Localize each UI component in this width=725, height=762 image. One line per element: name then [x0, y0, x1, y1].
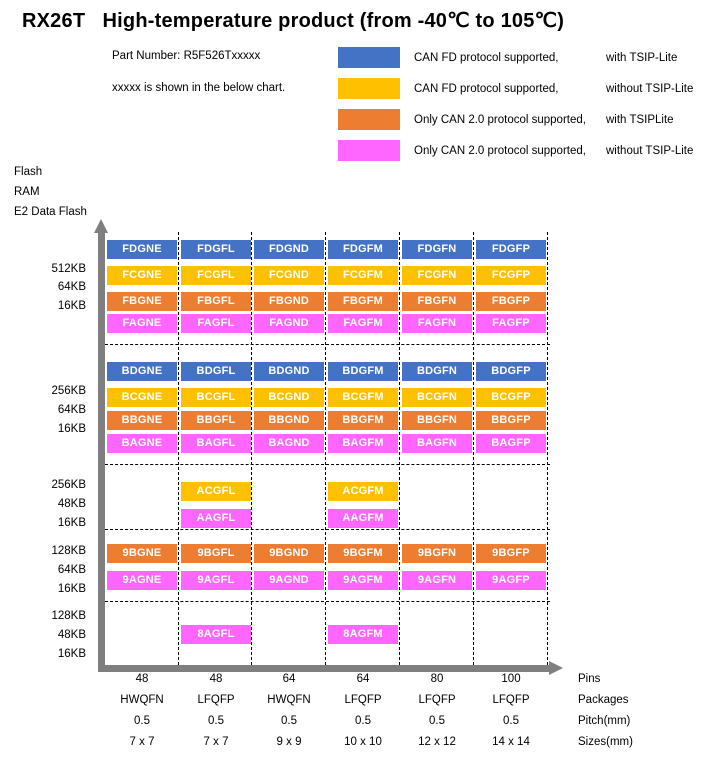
column-size-label: 9 x 9: [276, 736, 302, 748]
part-chip[interactable]: FDGNE: [107, 240, 177, 259]
part-chip[interactable]: FDGFP: [476, 240, 546, 259]
part-chip[interactable]: FBGFN: [402, 292, 472, 311]
column-size-label: 10 x 10: [344, 736, 382, 748]
part-chip[interactable]: BCGNE: [107, 388, 177, 407]
column-separator: [399, 232, 400, 665]
part-chip[interactable]: FBGFL: [181, 292, 251, 311]
memory-label: 48KB: [57, 629, 86, 641]
memory-label: 128KB: [51, 545, 86, 557]
part-chip[interactable]: ACGFL: [181, 482, 251, 501]
column-pitch-label: 0.5: [281, 715, 297, 727]
part-chip[interactable]: 9AGNE: [107, 571, 177, 590]
part-chip[interactable]: FDGFL: [181, 240, 251, 259]
part-chip[interactable]: BBGFN: [402, 411, 472, 430]
part-chip[interactable]: FBGFP: [476, 292, 546, 311]
column-separator: [473, 232, 474, 665]
column-package-label: LFQFP: [344, 694, 382, 706]
memory-label: 16KB: [57, 517, 86, 529]
part-chip[interactable]: BAGFL: [181, 434, 251, 453]
column-separator: [547, 232, 548, 665]
part-chip[interactable]: FAGNE: [107, 314, 177, 333]
part-chip[interactable]: FDGFM: [328, 240, 398, 259]
part-chip[interactable]: BAGNE: [107, 434, 177, 453]
part-chip[interactable]: BDGFM: [328, 362, 398, 381]
memory-label: 16KB: [57, 648, 86, 660]
part-chip[interactable]: BCGND: [254, 388, 324, 407]
row-name-sizes: Sizes(mm): [578, 736, 633, 748]
group-separator: [105, 601, 550, 602]
part-chip[interactable]: BBGFM: [328, 411, 398, 430]
column-pins-label: 48: [209, 673, 223, 685]
part-chip[interactable]: FCGNE: [107, 266, 177, 285]
part-chip[interactable]: 8AGFM: [328, 625, 398, 644]
memory-label: 64KB: [57, 404, 86, 416]
legend-item: [338, 137, 718, 164]
axis-label-flash: Flash: [14, 166, 43, 178]
legend-item: [338, 44, 718, 71]
legend-item: [338, 106, 718, 133]
row-name-pitch: Pitch(mm): [578, 715, 631, 727]
memory-label: 256KB: [51, 479, 86, 491]
part-chip[interactable]: FDGFN: [402, 240, 472, 259]
part-chip[interactable]: BCGFN: [402, 388, 472, 407]
part-chip[interactable]: FAGFM: [328, 314, 398, 333]
part-chip[interactable]: 9BGFP: [476, 544, 546, 563]
part-chip[interactable]: 9AGFL: [181, 571, 251, 590]
x-axis: [98, 665, 550, 672]
column-package-label: LFQFP: [492, 694, 530, 706]
part-chip[interactable]: FCGFL: [181, 266, 251, 285]
row-name-packages: Packages: [578, 694, 629, 706]
part-chip[interactable]: 9BGNE: [107, 544, 177, 563]
column-package-label: HWQFN: [120, 694, 164, 706]
part-chip[interactable]: AAGFM: [328, 509, 398, 528]
part-chip[interactable]: 8AGFL: [181, 625, 251, 644]
part-chip[interactable]: FBGNE: [107, 292, 177, 311]
part-chip[interactable]: 9BGND: [254, 544, 324, 563]
part-chip[interactable]: AAGFL: [181, 509, 251, 528]
part-chip[interactable]: FCGFM: [328, 266, 398, 285]
memory-label: 48KB: [57, 498, 86, 510]
part-number-note: Part Number: R5F526Txxxxx: [112, 50, 261, 62]
column-pitch-label: 0.5: [134, 715, 150, 727]
axis-label-e2dataflash: E2 Data Flash: [14, 206, 87, 218]
part-chip[interactable]: FAGND: [254, 314, 324, 333]
legend-label-protocol: CAN FD protocol supported,: [414, 51, 559, 64]
x-axis-arrow: [549, 661, 563, 675]
column-pitch-label: 0.5: [355, 715, 371, 727]
memory-label: 16KB: [57, 300, 86, 312]
part-chip[interactable]: BBGND: [254, 411, 324, 430]
legend-label-tsip: with TSIP-Lite: [606, 51, 678, 64]
part-chip[interactable]: 9AGFN: [402, 571, 472, 590]
legend-label-protocol: Only CAN 2.0 protocol supported,: [414, 144, 586, 157]
row-name-pins: Pins: [578, 673, 601, 685]
part-chip[interactable]: FAGFL: [181, 314, 251, 333]
part-chip[interactable]: ACGFM: [328, 482, 398, 501]
chart-note: xxxxx is shown in the below chart.: [112, 82, 286, 94]
column-pitch-label: 0.5: [503, 715, 519, 727]
part-chip[interactable]: BDGFN: [402, 362, 472, 381]
part-chip[interactable]: 9BGFM: [328, 544, 398, 563]
part-chip[interactable]: FCGND: [254, 266, 324, 285]
part-chip[interactable]: 9BGFN: [402, 544, 472, 563]
group-separator: [105, 529, 550, 530]
column-pitch-label: 0.5: [429, 715, 445, 727]
part-chip[interactable]: BDGFL: [181, 362, 251, 381]
axis-label-ram: RAM: [14, 186, 40, 198]
part-chip[interactable]: BAGND: [254, 434, 324, 453]
column-size-label: 12 x 12: [418, 736, 456, 748]
group-separator: [105, 344, 550, 345]
part-chip[interactable]: FCGFP: [476, 266, 546, 285]
column-package-label: HWQFN: [267, 694, 311, 706]
legend-label-tsip: with TSIPLite: [606, 113, 674, 126]
legend-item: [338, 75, 718, 102]
part-chip[interactable]: FAGFP: [476, 314, 546, 333]
memory-label: 256KB: [51, 385, 86, 397]
part-chip[interactable]: BBGNE: [107, 411, 177, 430]
page-title-text: High-temperature product (from -40℃ to 105℃): [102, 10, 565, 32]
legend: [338, 44, 718, 168]
part-chip[interactable]: BCGFP: [476, 388, 546, 407]
column-size-label: 7 x 7: [129, 736, 155, 748]
part-chip[interactable]: 9AGFP: [476, 571, 546, 590]
legend-swatch-can20-tsip: [338, 109, 400, 130]
part-chip[interactable]: FAGFN: [402, 314, 472, 333]
memory-label: 512KB: [51, 263, 86, 275]
part-chip[interactable]: BDGFP: [476, 362, 546, 381]
part-chip[interactable]: BDGND: [254, 362, 324, 381]
column-pins-label: 100: [501, 673, 521, 685]
legend-swatch-canfd-tsip: [338, 47, 400, 68]
memory-label: 64KB: [57, 564, 86, 576]
part-chip[interactable]: BBGFP: [476, 411, 546, 430]
column-package-label: LFQFP: [197, 694, 235, 706]
column-pins-label: 64: [282, 673, 296, 685]
part-chip[interactable]: FCGFN: [402, 266, 472, 285]
column-separator: [178, 232, 179, 665]
page-title-device: RX26T: [22, 10, 86, 32]
part-chip[interactable]: BCGFL: [181, 388, 251, 407]
memory-label: 128KB: [51, 610, 86, 622]
part-chip[interactable]: BBGFL: [181, 411, 251, 430]
column-pins-label: 48: [135, 673, 149, 685]
column-separator: [325, 232, 326, 665]
legend-swatch-canfd-notsip: [338, 78, 400, 99]
part-chip[interactable]: BAGFM: [328, 434, 398, 453]
part-chip[interactable]: 9BGFL: [181, 544, 251, 563]
memory-label: 64KB: [57, 281, 86, 293]
column-pitch-label: 0.5: [208, 715, 224, 727]
part-chip[interactable]: 9AGND: [254, 571, 324, 590]
legend-label-protocol: CAN FD protocol supported,: [414, 82, 559, 95]
column-separator: [251, 232, 252, 665]
column-size-label: 14 x 14: [492, 736, 530, 748]
group-separator: [105, 464, 550, 465]
legend-label-tsip: without TSIP-Lite: [606, 82, 694, 95]
part-chip[interactable]: BCGFM: [328, 388, 398, 407]
column-size-label: 7 x 7: [203, 736, 229, 748]
y-axis: [98, 232, 105, 672]
part-chip[interactable]: 9AGFM: [328, 571, 398, 590]
legend-swatch-can20-notsip: [338, 140, 400, 161]
part-chip[interactable]: FBGFM: [328, 292, 398, 311]
column-package-label: LFQFP: [418, 694, 456, 706]
y-axis-arrow: [94, 219, 108, 233]
column-pins-label: 64: [356, 673, 370, 685]
memory-label: 16KB: [57, 423, 86, 435]
column-pins-label: 80: [430, 673, 444, 685]
part-chip[interactable]: BAGFP: [476, 434, 546, 453]
part-chip[interactable]: FBGND: [254, 292, 324, 311]
legend-label-protocol: Only CAN 2.0 protocol supported,: [414, 113, 586, 126]
memory-label: 16KB: [57, 583, 86, 595]
page-title: [22, 8, 564, 33]
part-chip[interactable]: BAGFN: [402, 434, 472, 453]
part-chip[interactable]: FDGND: [254, 240, 324, 259]
part-chip[interactable]: BDGNE: [107, 362, 177, 381]
legend-label-tsip: without TSIP-Lite: [606, 144, 694, 157]
